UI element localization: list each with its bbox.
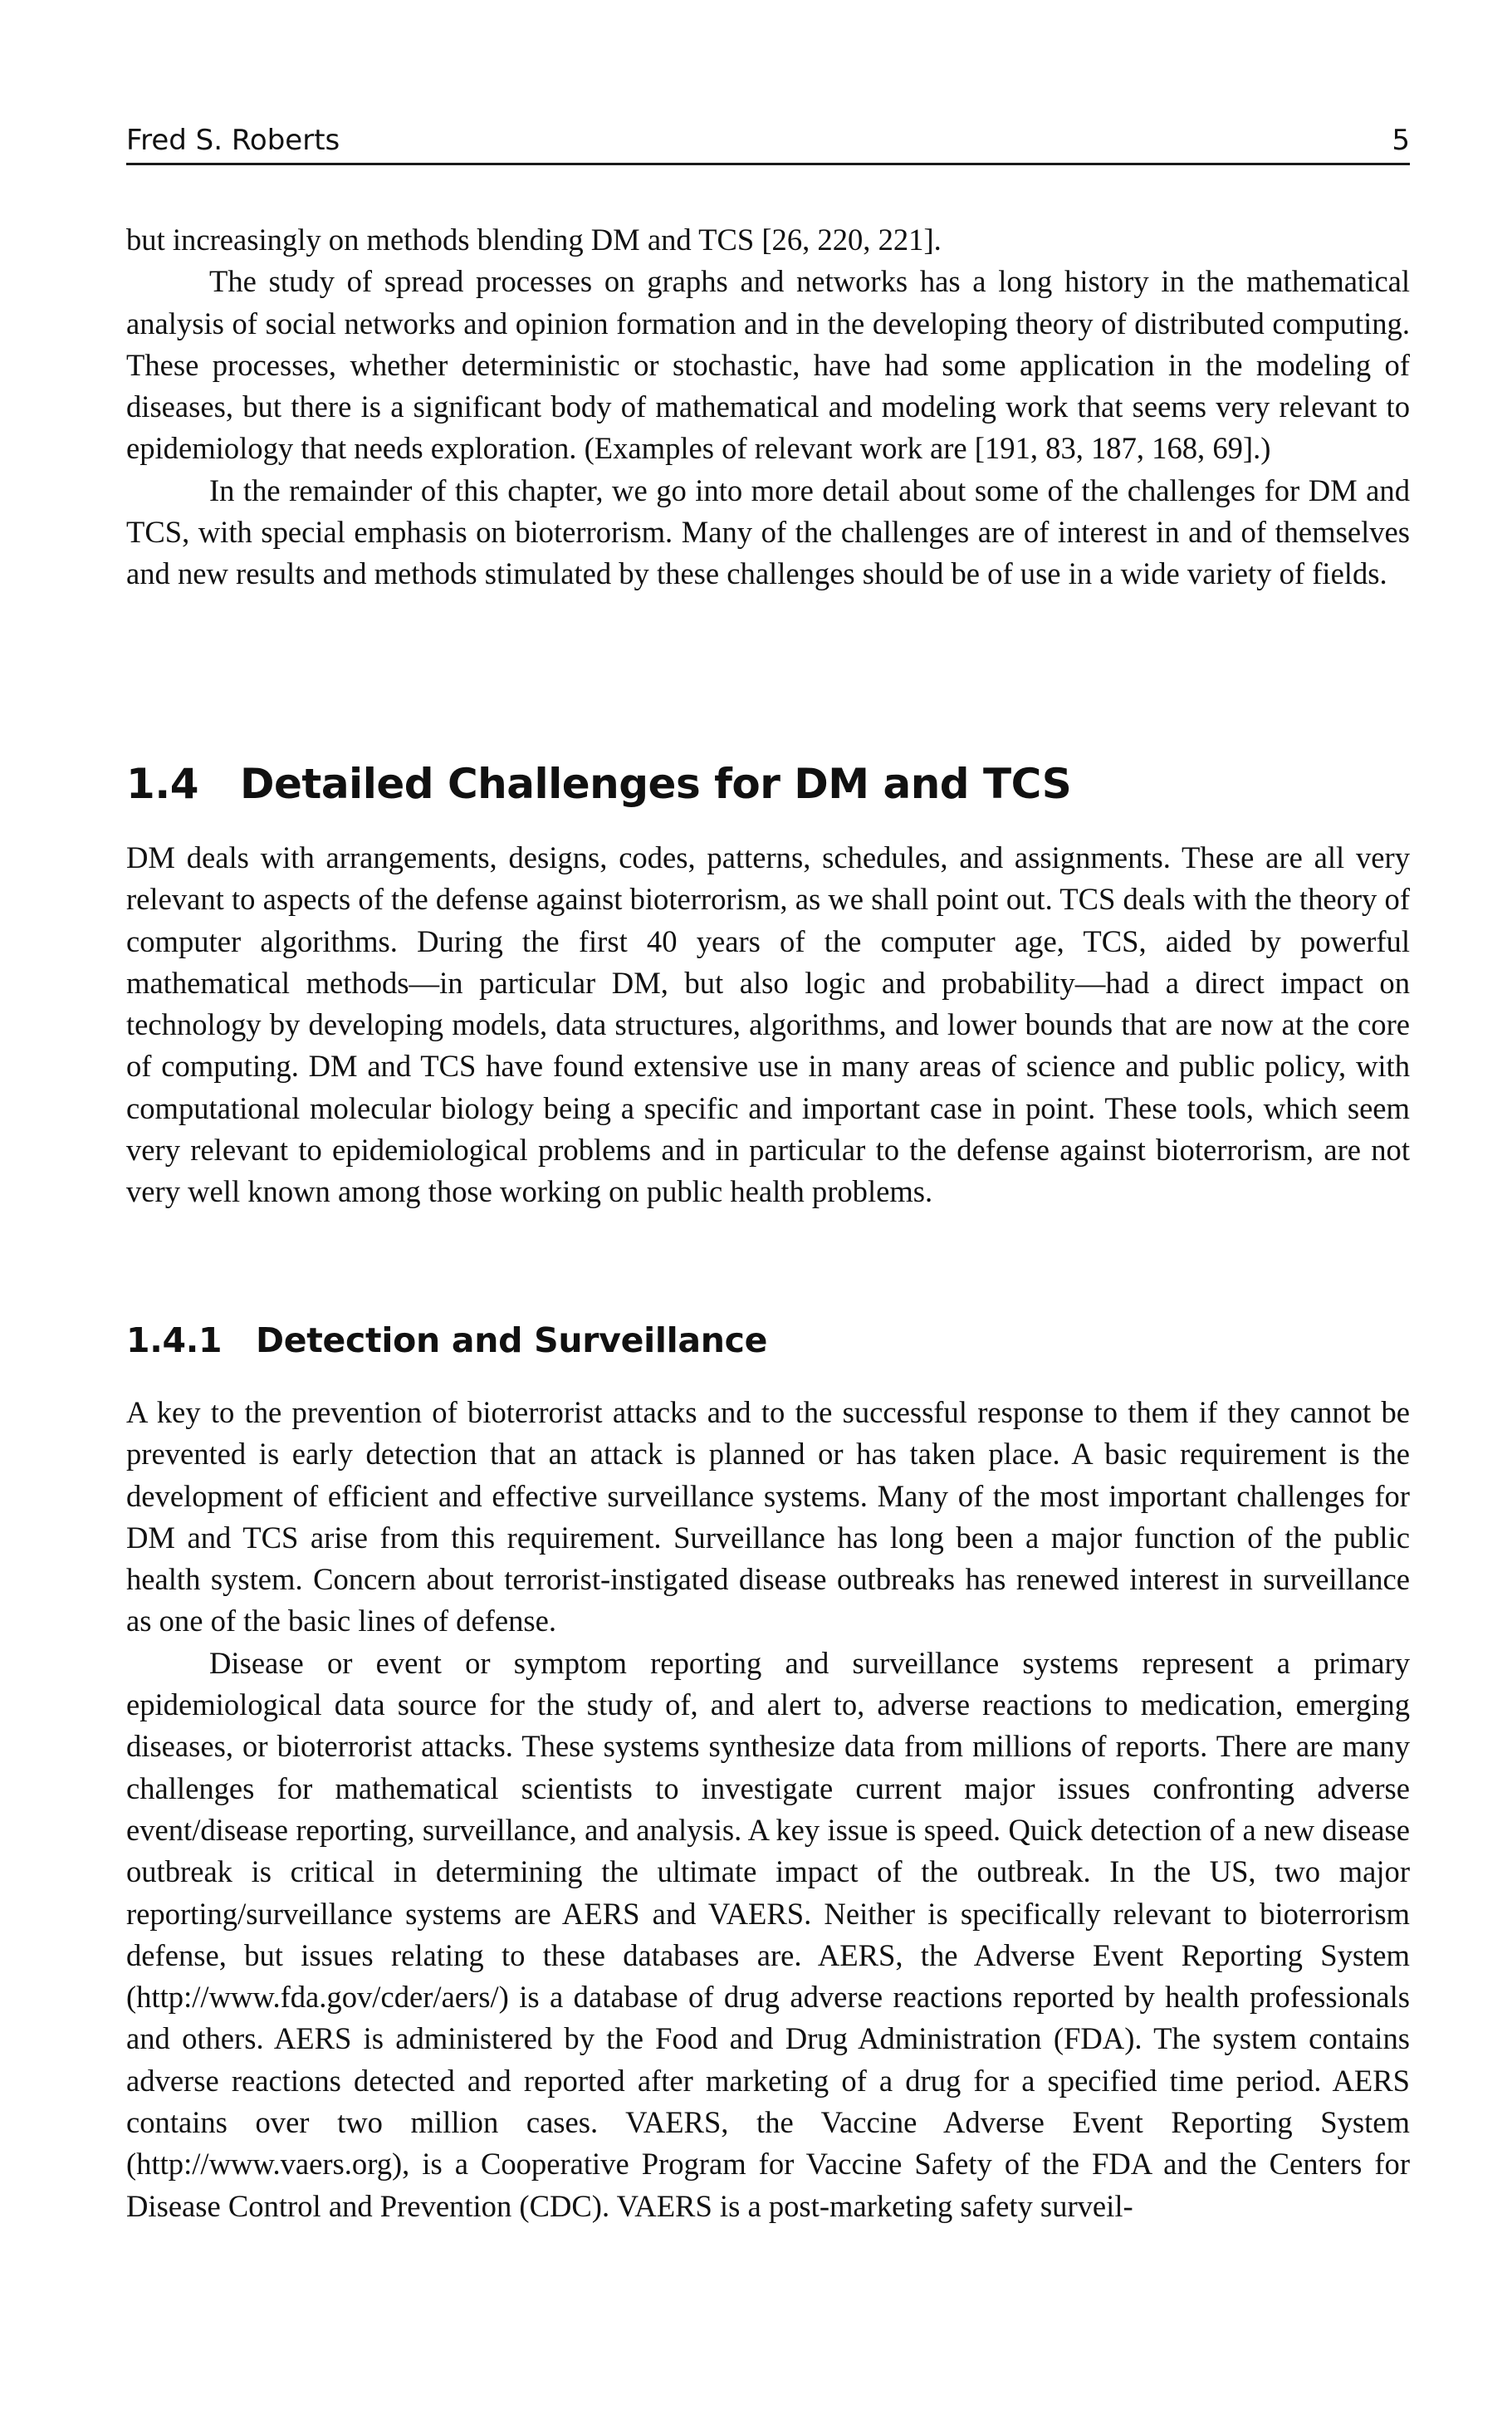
subsection-title: Detection and Surveillance — [256, 1320, 768, 1360]
subsection-number: 1.4.1 — [126, 1320, 223, 1360]
paragraph: The study of spread processes on graphs and networks has a long history in the mathematical analysis of social networks and opinion formation and in the developing theory of distributed computing. These processes, whether deterministic or stochastic, have had some application in the modeling of diseases, but there is a significant body of mathematical and modeling work that seems very relevant to epidemiology that needs exploration. (Examples of relevant work are [191, 83, 187, 168, 69].) — [126, 264, 1410, 466]
section-text-block — [126, 837, 1410, 1213]
paragraph: In the remainder of this chapter, we go into more detail about some of the challenges for DM and TCS, with special emphasis on bioterrorism. Many of the challenges are of interest in and of themselves and new results and methods stimulated by these challenges should be of use in a wide variety of fields. — [126, 473, 1410, 591]
page-number: 5 — [1392, 124, 1410, 157]
paragraph: A key to the prevention of bioterrorist attacks and to the successful response to them if they cannot be prevented is early detection that an attack is planned or has taken place. A basic requirement is the development of efficient and effective surveillance systems. Many of the most important challenges for DM and TCS arise from this requirement. Surveillance has long been a major function of the public health system. Concern about terrorist-instigated disease outbreaks has renewed interest in surveillance as one of the basic lines of defense. — [126, 1395, 1410, 1638]
intro-text-block — [126, 219, 1410, 595]
subsection-text-block — [126, 1392, 1410, 2227]
paragraph: DM deals with arrangements, designs, codes, patterns, schedules, and assignments. These are all very relevant to aspects of the defense against bioterrorism, as we shall point out. TCS deals with the theory of computer algorithms. During the first 40 years of the computer age, TCS, aided by powerful mathematical methods—in particular DM, but also logic and probability—had a direct impact on technology by developing models, data structures, algorithms, and lower bounds that are now at the core of computing. DM and TCS have found extensive use in many areas of science and public policy, with computational molecular biology being a specific and important case in point. These tools, which seem very relevant to epidemiological problems and in particular to the defense against bioterrorism, are not very well known among those working on public health problems. — [126, 840, 1410, 1209]
running-header-author: Fred S. Roberts — [126, 124, 340, 157]
section-heading — [126, 759, 1410, 809]
section-title: Detailed Challenges for DM and TCS — [240, 760, 1072, 808]
paragraph: but increasingly on methods blending DM and TCS [26, 220, 221]. — [126, 223, 942, 257]
section-number: 1.4 — [126, 760, 199, 808]
paragraph: Disease or event or symptom reporting and surveillance systems represent a primary epidemiological data source for the study of, and alert to, adverse reactions to medication, emerging diseases, or bioterrorist attacks. These systems synthesize data from millions of reports. There are many challenges for mathematical scientists to investigate current major issues confronting adverse event/disease reporting, surveillance, and analysis. A key issue is speed. Quick detection of a new disease outbreak is critical in determining the ultimate impact of the outbreak. In the US, two major reporting/surveillance systems are AERS and VAERS. Neither is specifically relevant to bioterrorism defense, but issues relating to these databases are. AERS, the Adverse Event Reporting System (http://www.fda.gov/cder/aers/) is a database of drug adverse reactions reported by health professionals and others. AERS is administered by the Food and Drug Administration (FDA). The system contains adverse reactions detected and reported after marketing of a drug for a specified time period. AERS contains over two million cases. VAERS, the Vaccine Adverse Event Reporting System (http://www.vaers.org), is a Cooperative Program for Vaccine Safety of the FDA and the Centers for Disease Control and Prevention (CDC). VAERS is a post-marketing safety surveil- — [126, 1645, 1410, 2223]
running-header — [126, 120, 1410, 165]
subsection-heading — [126, 1320, 1410, 1361]
